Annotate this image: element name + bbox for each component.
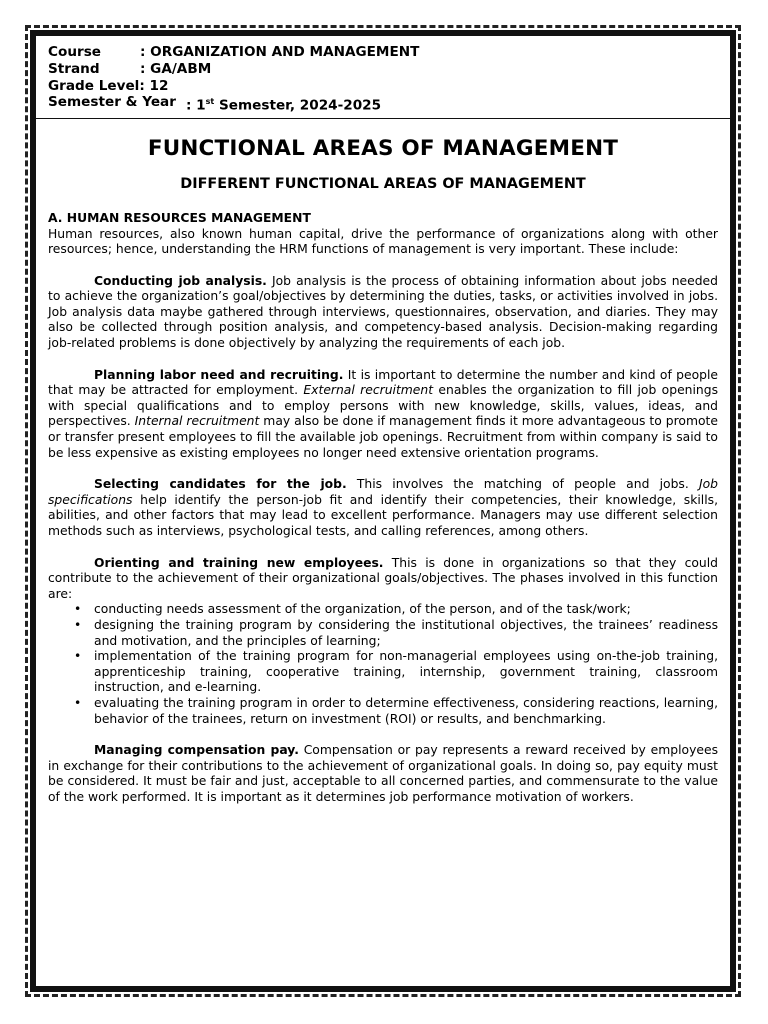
compensation-lead: Managing compensation pay. (94, 743, 299, 758)
strand-label: Strand (48, 60, 100, 77)
course-row (48, 44, 730, 61)
orienting-text: This is done in organizations so that they could contribute to the achievement of their organizational goals/objectives. The phases involved in this function are: (48, 555, 719, 601)
job-analysis-lead: Conducting job analysis. (94, 273, 267, 288)
semester-value-sup: st (205, 97, 215, 107)
orienting-paragraph (48, 556, 718, 603)
list-item: • implementation of the training program for non-managerial employees using on-the-job training, apprenticeship training, cooperative training, internship, government training, classroom instruction, and e-learning. (94, 649, 718, 696)
section-heading: A. HUMAN RESOURCES MANAGEMENT (48, 210, 311, 225)
planning-text-3: may also be done if management finds it more advantageous to promote or transfer present employees to fill the available job openings. Recruitment from within company is said to be less expensive as existing employees no longer need extensive orientation programs. (48, 414, 718, 460)
planning-lead: Planning labor need and recruiting. (94, 367, 344, 382)
semester-label: Semester & Year (48, 94, 176, 111)
planning-paragraph (48, 368, 718, 462)
header-divider (36, 118, 730, 119)
grade-row (48, 78, 730, 95)
semester-value-rest: Semester, 2024-2025 (214, 97, 382, 114)
semester-value-prefix: : 1 (186, 97, 206, 114)
planning-text-1: It is important to determine the number and kind of people that may be attracted for employment. (48, 367, 718, 398)
list-item: • conducting needs assessment of the organization, of the person, and of the task/work; (94, 602, 718, 618)
document-body (36, 135, 730, 806)
list-item: • designing the training program by considering the institutional objectives, the trainees’ readiness and motivation, and the principles of learning; (94, 618, 718, 649)
planning-text-2: enables the organization to fill job openings with special qualifications and to employ persons with new knowledge, skills, values, ideas, and perspectives. (48, 383, 718, 429)
intro-paragraph: Human resources, also known human capital, drive the performance of organizations along with other resources; hence, understanding the HRM functions of management is very important. These include: (48, 226, 718, 257)
course-label: Course (48, 44, 102, 60)
job-analysis-text: Job analysis is the process of obtaining information about jobs needed to achieve the organization’s goal/objectives by determining the duties, tasks, or activities involved in jobs. Job analysis data maybe gathered through interviews, questionnaires, observation, and diaries. They may also be collected through position analysis, and competency-based analysis. Decision-making regarding job-related problems is done objectively by analyzing the requirements of each job. (48, 273, 718, 351)
semester-value (186, 94, 381, 114)
job-analysis-paragraph (48, 274, 718, 352)
page-subtitle: DIFFERENT FUNCTIONAL AREAS OF MANAGEMENT (180, 176, 586, 193)
selecting-text-2: help identify the person-job fit and identify their competencies, their knowledge, skills, abilities, and other factors that may lead to excellent performance. Managers may use different selection methods such as interviews, psychological tests, and calling references, among others. (48, 492, 718, 538)
grade-label: Grade Level (48, 77, 140, 94)
document-page (30, 30, 736, 992)
selecting-text-1: This involves the matching of people and jobs. (346, 477, 699, 492)
training-phases-list (48, 602, 718, 727)
strand-row (48, 61, 730, 78)
orienting-lead: Orienting and training new employees. (94, 555, 384, 570)
course-value: : ORGANIZATION AND MANAGEMENT (140, 44, 420, 60)
selecting-paragraph (48, 477, 718, 539)
planning-emphasis-1: External recruitment (303, 383, 434, 398)
page-title: FUNCTIONAL AREAS OF MANAGEMENT (147, 135, 619, 161)
strand-value: : GA/ABM (140, 60, 212, 77)
course-header (36, 36, 730, 115)
compensation-paragraph (48, 743, 718, 805)
planning-emphasis-2: Internal recruitment (134, 414, 260, 429)
compensation-text: Compensation or pay represents a reward received by employees in exchange for their contributions to the achievement of organizational goals. In doing so, pay equity must be considered. It must be fair and just, acceptable to all concerned parties, and commensurate to the value of the work performed. It is important as it determines job performance motivation of workers. (48, 743, 718, 804)
selecting-lead: Selecting candidates for the job. (94, 477, 347, 492)
selecting-emphasis-1: Job specifications (48, 477, 718, 507)
grade-value: : 12 (139, 77, 169, 94)
list-item: • evaluating the training program in order to determine effectiveness, considering reactions, learning, behavior of the trainees, return on investment (ROI) or results, and benchmarking. (94, 696, 718, 727)
semester-row (48, 94, 730, 114)
